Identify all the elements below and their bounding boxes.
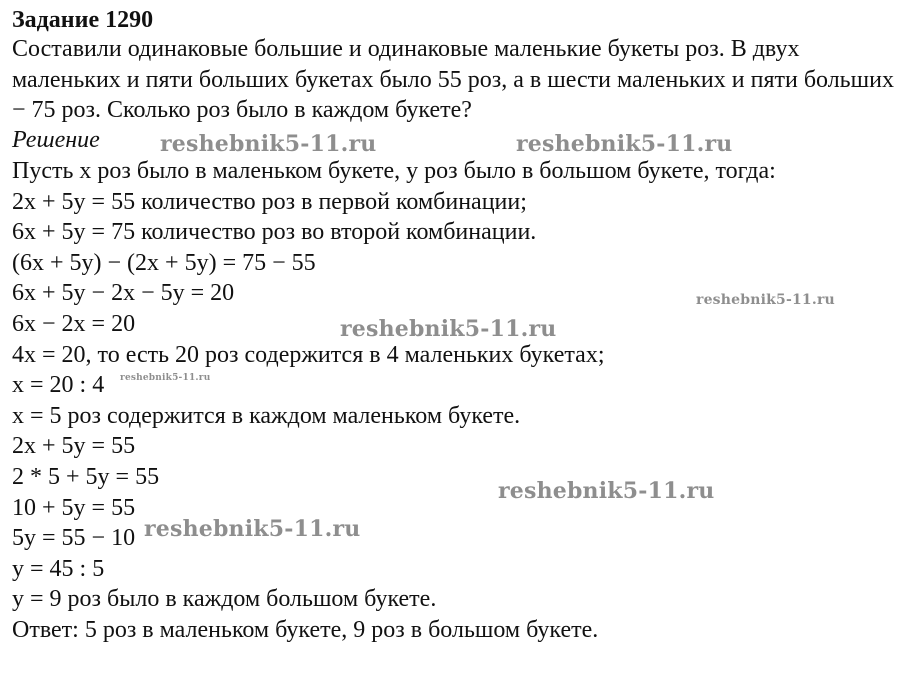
solution-line: Пусть х роз было в маленьком букете, у роз было в большом букете, тогда:: [12, 158, 776, 184]
solution-line: у = 45 : 5: [12, 555, 105, 582]
solution-line: 5у = 55 − 10: [12, 525, 136, 552]
watermark: reshebnik5-11.ru: [516, 131, 733, 157]
solution-heading: Решение: [12, 127, 100, 153]
solution-line: х = 20 : 4: [12, 372, 105, 399]
task-title: Задание 1290: [12, 7, 154, 33]
solution-lines: [12, 156, 776, 646]
solution-line: 6х + 5у − 2х − 5у = 20: [12, 280, 235, 307]
watermark: reshebnik5-11.ru: [340, 316, 557, 342]
watermark: reshebnik5-11.ru: [120, 373, 211, 383]
solution-line: 4х = 20, то есть 20 роз содержится в 4 маленьких букетах;: [12, 341, 605, 368]
solution-line: 10 + 5у = 55: [12, 494, 136, 521]
solution-line: 2 * 5 + 5у = 55: [12, 463, 160, 490]
solution-line: 2х + 5у = 55: [12, 433, 136, 460]
watermark: reshebnik5-11.ru: [144, 516, 361, 542]
watermark: reshebnik5-11.ru: [498, 478, 715, 504]
watermark: reshebnik5-11.ru: [160, 131, 377, 157]
solution-line: Ответ: 5 роз в маленьком букете, 9 роз в большом букете.: [12, 616, 599, 643]
solution-line: (6х + 5у) − (2х + 5у) = 75 − 55: [12, 249, 316, 276]
solution-line: 6х − 2х = 20: [12, 310, 136, 337]
watermark: reshebnik5-11.ru: [696, 292, 835, 308]
solution-line: х = 5 роз содержится в каждом маленьком букете.: [12, 402, 521, 429]
solution-line: 2х + 5у = 55 количество роз в первой комбинации;: [12, 188, 527, 215]
solution-line: 6х + 5у = 75 количество роз во второй комбинации.: [12, 219, 537, 246]
problem-statement: Составили одинаковые большие и одинаковые маленькие букеты роз. В двух маленьких и пяти больших букетах было 55 роз, а в шести маленьких и пяти больших − 75 роз. Сколько роз было в каждом букете?: [12, 36, 894, 123]
solution-line: у = 9 роз было в каждом большом букете.: [12, 586, 437, 613]
